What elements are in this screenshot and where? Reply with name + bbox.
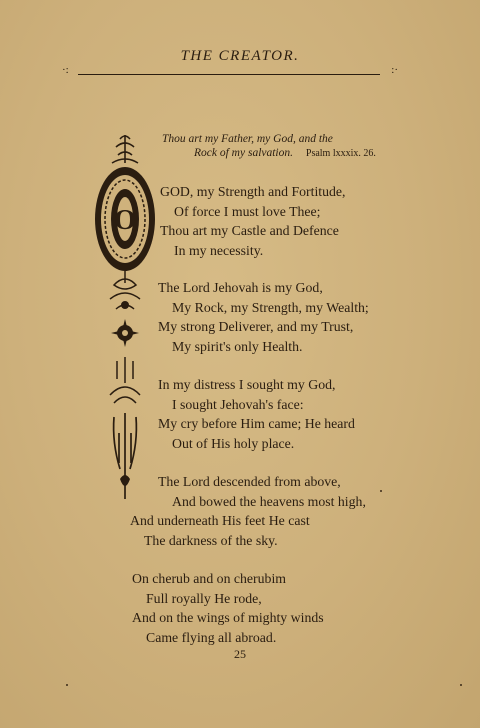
paper-speck — [66, 684, 68, 686]
epigraph-line-1: Thou art my Father, my God, and the — [162, 133, 333, 145]
stanza-5 — [132, 569, 324, 647]
verse-line: And underneath His feet He cast — [130, 513, 310, 528]
verse-line: And bowed the heavens most high, — [172, 493, 366, 509]
ornamental-initial-vine-icon — [92, 133, 158, 503]
verse-line: GOD, my Strength and Fortitude, — [160, 184, 346, 199]
verse-line: The darkness of the sky. — [144, 532, 278, 548]
paper-speck — [460, 684, 462, 686]
verse-line: In my distress I sought my God, — [158, 377, 336, 392]
running-title: THE CREATOR. — [180, 48, 300, 64]
header-rule — [62, 66, 398, 84]
initial-letter: O — [114, 205, 136, 236]
rule-ornament-right: :· — [391, 64, 398, 76]
verse-line: On cherub and on cherubim — [132, 571, 287, 586]
verse-line: I sought Jehovah's face: — [172, 396, 304, 412]
verse-line: Of force I must love Thee; — [174, 203, 321, 219]
verse-line: And on the wings of mighty winds — [132, 610, 324, 625]
page-number: 25 — [234, 647, 246, 661]
verse-line: My Rock, my Strength, my Wealth; — [172, 299, 369, 315]
rule-ornament-left: ·: — [62, 64, 69, 76]
verse-line: My strong Deliverer, and my Trust, — [158, 319, 354, 334]
verse-line: In my necessity. — [174, 242, 264, 258]
verse-line: The Lord descended from above, — [158, 474, 341, 489]
verse-line: Full royally He rode, — [146, 590, 262, 606]
epigraph-line-2 — [162, 146, 382, 161]
verse-line: My spirit's only Health. — [172, 338, 303, 354]
verse-line: Out of His holy place. — [172, 435, 295, 451]
stanza-4 — [130, 472, 366, 550]
epigraph-line-2-text: Rock of my salvation. — [194, 147, 294, 159]
rule-line — [78, 74, 380, 75]
verse-line: Came flying all abroad. — [146, 629, 277, 645]
stanza-3 — [158, 375, 355, 453]
verse-line: My cry before Him came; He heard — [158, 416, 355, 431]
stanza-2 — [158, 278, 369, 356]
epigraph-citation: Psalm lxxxix. 26. — [305, 148, 376, 159]
paper-speck — [380, 490, 382, 492]
verse-line: Thou art my Castle and Defence — [160, 223, 339, 238]
stanza-1 — [160, 182, 345, 260]
epigraph — [162, 132, 382, 161]
verse-line: The Lord Jehovah is my God, — [158, 280, 323, 295]
